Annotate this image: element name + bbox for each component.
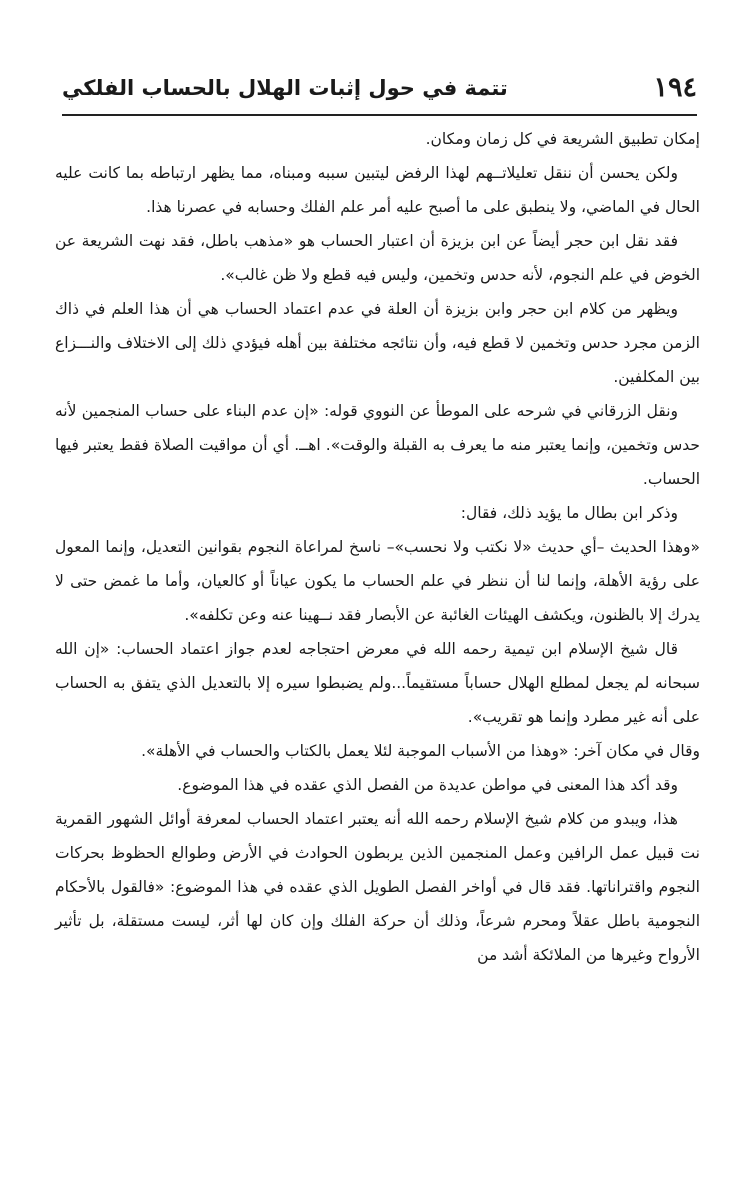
running-title: تتمة في حول إثبات الهلال بالحساب الفلكي (62, 76, 508, 100)
paragraph-4: ويظهر من كلام ابن حجر وابن بزيزة أن العلة في عدم اعتماد الحساب هي أن هذا العلم في ذاك الزمن مجرد حدس وتخمين لا قطع فيه، وأن نتائجه مختلفة بين أهله فيؤدي ذلك إلى الاختلاف والنـــزاع بين المكلفين. (55, 300, 700, 386)
body-text (55, 122, 700, 972)
paragraph-1: إمكان تطبيق الشريعة في كل زمان ومكان. (425, 130, 700, 148)
paragraph-10: وقد أكد هذا المعنى في مواطن عديدة من الفصل الذي عقده في هذا الموضوع. (177, 776, 678, 794)
paragraph-6: وذكر ابن بطال ما يؤيد ذلك، فقال: (460, 504, 678, 522)
paragraph-8: قال شيخ الإسلام ابن تيمية رحمه الله في معرض احتجاجه لعدم جواز اعتماد الحساب: «إن الله سبحانه لم يجعل لمطلع الهلال حساباً مستقيماً...ولم يضبطوا سيره إلا بالتعديل الذي يتفق به الحساب على أنه غير مطرد وإنما هو تقريب». (55, 640, 700, 726)
page-header (62, 62, 697, 112)
paragraph-3: فقد نقل ابن حجر أيضاً عن ابن بزيزة أن اعتبار الحساب هو «مذهب باطل، فقد نهت الشريعة عن الخوض في علم النجوم، لأنه حدس وتخمين، وليس فيه قطع ولا ظن غالب». (55, 232, 700, 284)
paragraph-7-quote: «وهذا الحديث –أي حديث «لا نكتب ولا نحسب»– ناسخ لمراعاة النجوم بقوانين التعديل، وإنما المعول على رؤية الأهلة، وإنما لنا أن ننظر في علم الحساب ما يكون عياناً أو كالعيان، وأما ما غمض حتى لا يدرك إلا بالظنون، ويكشف الهيئات الغائبة عن الأبصار فقد نــهينا عنه وعن تكلفه». (55, 538, 700, 624)
page-number: ١٩٤ (653, 72, 697, 103)
paragraph-5: ونقل الزرقاني في شرحه على الموطأ عن النووي قوله: «إن عدم البناء على حساب المنجمين لأنه حدس وتخمين، وإنما يعتبر منه ما يعرف به القبلة والوقت». اهــ. أي أن مواقيت الصلاة فقط يعتبر فيها الحساب. (55, 402, 700, 488)
paragraph-11: هذا، ويبدو من كلام شيخ الإسلام رحمه الله أنه يعتبر اعتماد الحساب لمعرفة أوائل الشهور القمرية نت قبيل عمل الرافين وعمل المنجمين الذين يربطون الحوادث في الأرض وطوالع الحظوظ بحركات النجوم واقترانات‍ها. فقد قال في أواخر الفصل الطويل الذي عقده في هذا الموضوع: «فالقول بالأحكام النجومية باطل عقلاً ومحرم شرعاً، وذلك أن حركة الفلك وإن كان لها أثر، ليست مستقلة، بل تأثير الأرواح وغيرها من الملائكة أشد من (55, 810, 700, 964)
paragraph-9: وقال في مكان آخر: «وهذا من الأسباب الموجبة لئلا يعمل بالكتاب والحساب في الأهلة». (141, 742, 700, 760)
paragraph-2: ولكن يحسن أن ننقل تعليلاتــهم لهذا الرفض ليتبين سببه ومبناه، مما يظهر ارتباطه بما كانت عليه الحال في الماضي، ولا ينطبق على ما أصبح عليه أمر علم الفلك وحسابه في عصرنا هذا. (55, 164, 700, 216)
header-divider (62, 114, 697, 116)
